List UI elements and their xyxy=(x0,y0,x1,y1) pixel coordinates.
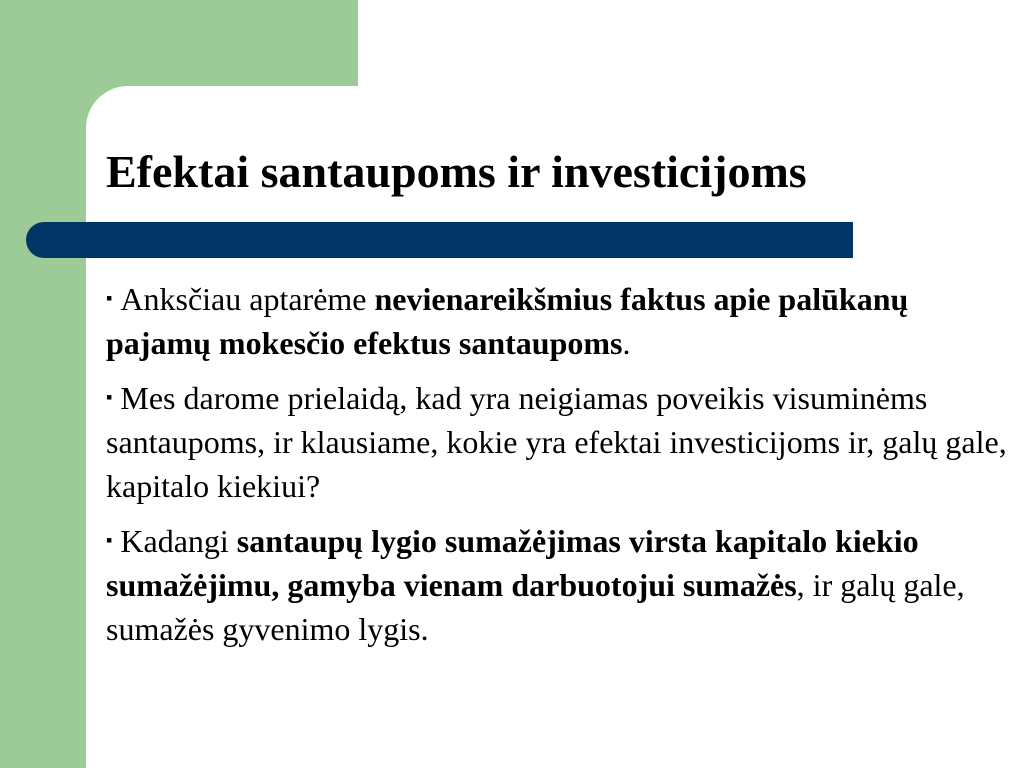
bullet-text: . xyxy=(622,325,631,361)
square-bullet-icon: ▪ xyxy=(106,288,113,308)
bullet-text: Mes darome prielaidą, kad yra neigiamas poveikis visuminėms santaupoms, ir klausiame, kokie yra efektai investicijoms ir, galų gale, kapitalo kiekiui? xyxy=(106,380,1007,504)
bullet-text: Anksčiau aptarėme xyxy=(120,281,375,317)
bullet-item xyxy=(106,518,1016,651)
bullet-item xyxy=(106,375,1016,508)
bullet-item xyxy=(106,276,1016,365)
bullet-text: Kadangi xyxy=(120,523,237,559)
slide-title: Efektai santaupoms ir investicijoms xyxy=(106,146,807,197)
title-underline-bar xyxy=(26,222,853,258)
slide-body xyxy=(106,276,1016,661)
bullet-text-bold: santaupų lygio sumažėjimas virsta kapitalo kiekio sumažėjimu, gamyba vienam darbuotojui sumažės xyxy=(106,523,919,603)
bullet-text: , ir galų gale, sumažės gyvenimo lygis. xyxy=(106,567,965,647)
square-bullet-icon: ▪ xyxy=(106,530,113,550)
square-bullet-icon: ▪ xyxy=(106,387,113,407)
bullet-text-bold: nevienareikšmius faktus apie palūkanų pajamų mokesčio efektus santaupoms xyxy=(106,281,909,361)
